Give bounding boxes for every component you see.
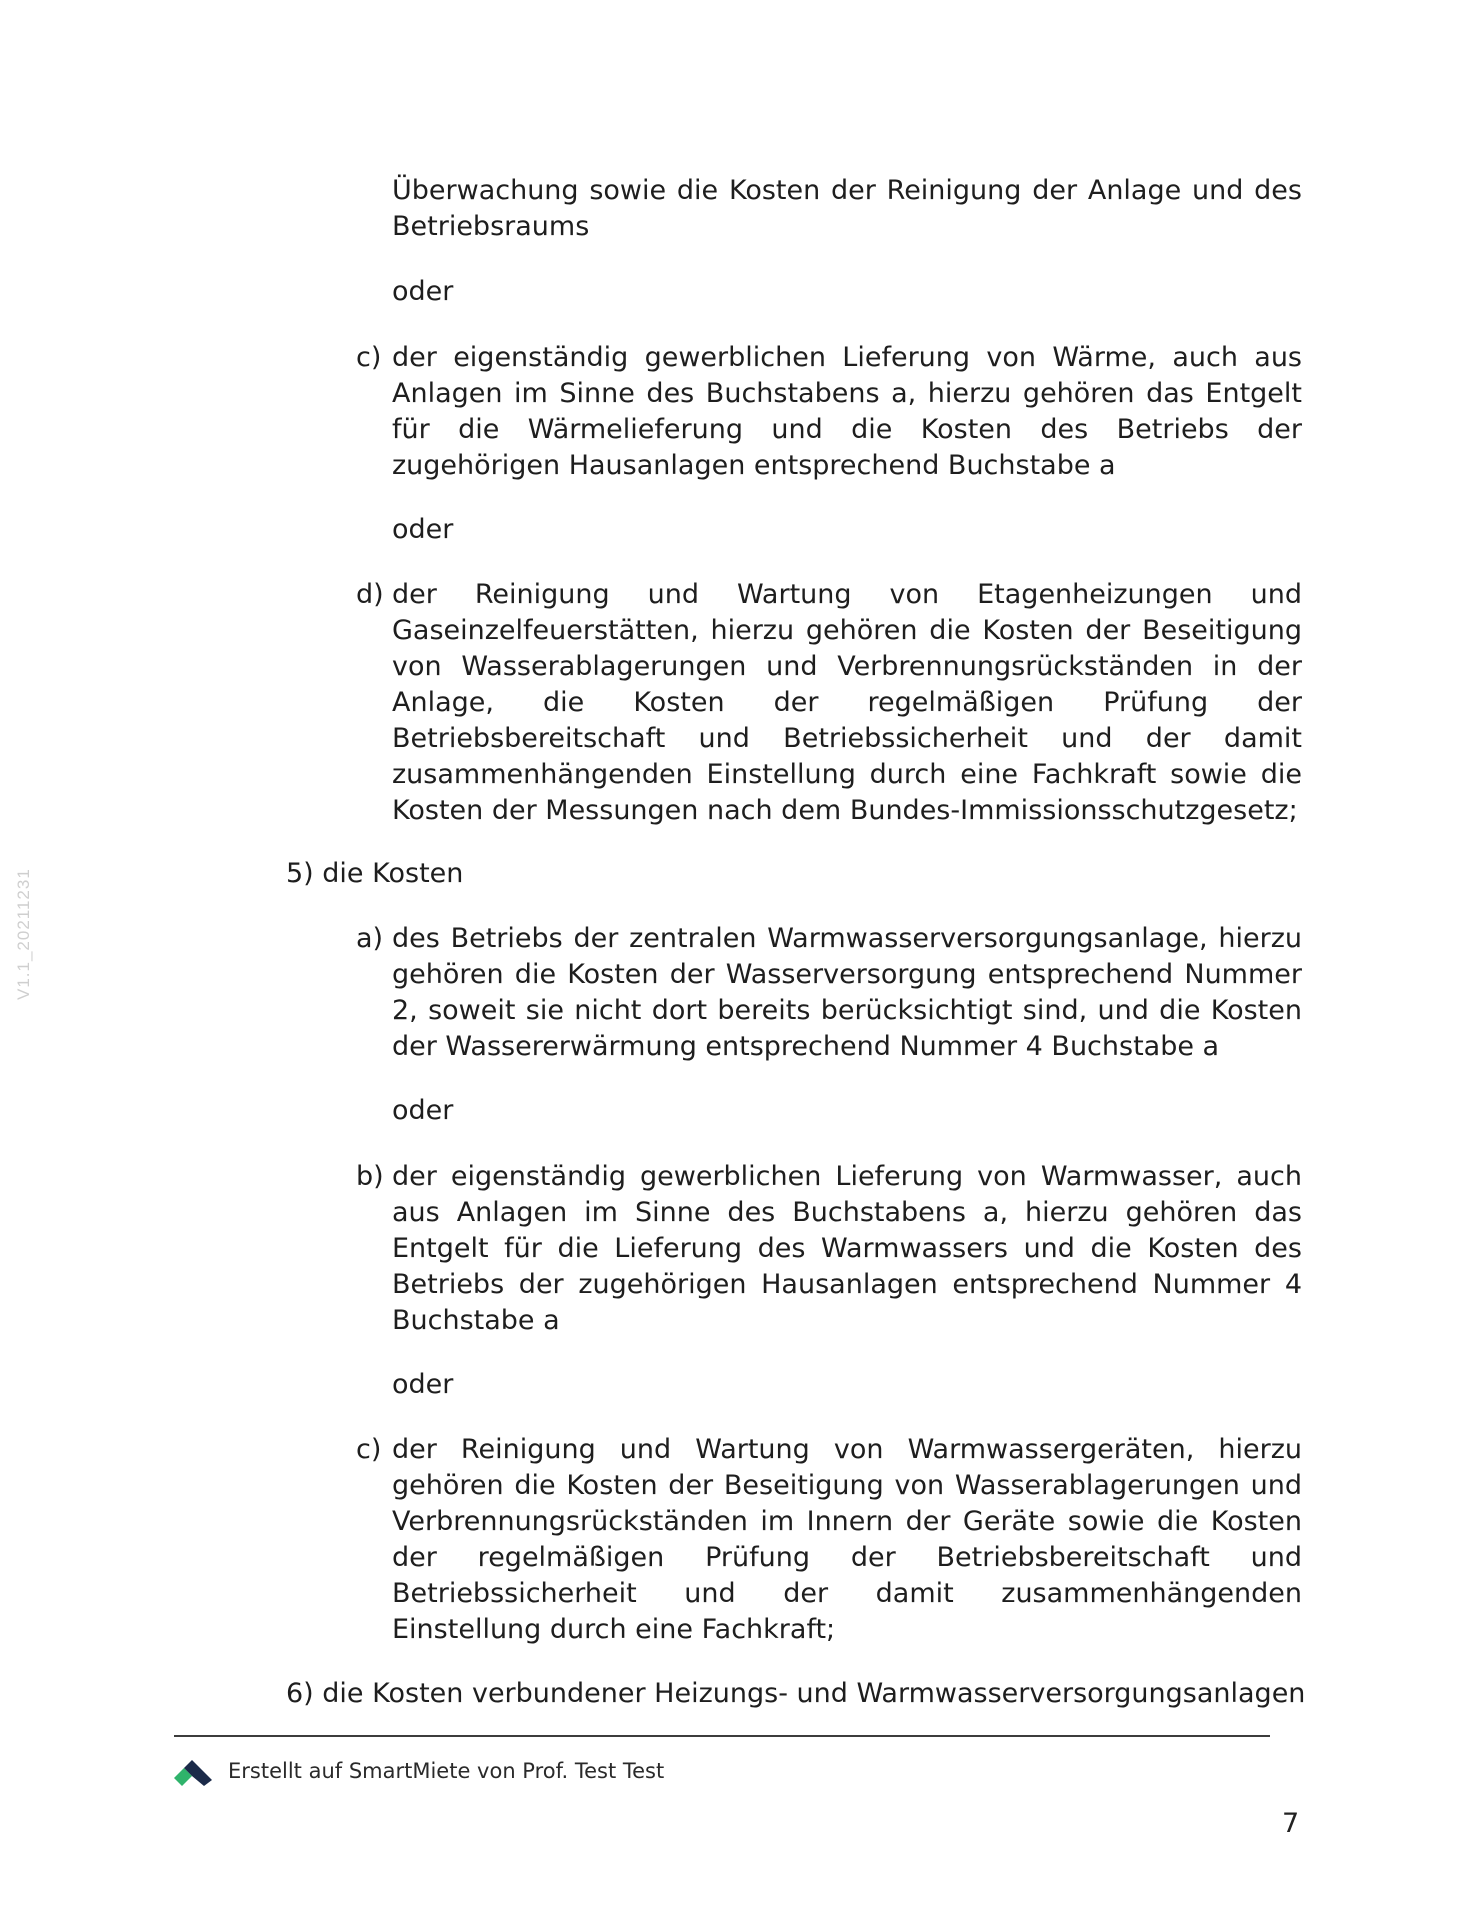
item-5-heading: 5) die Kosten [286,858,464,889]
item-b-continuation: Überwachung sowie die Kosten der Reinigung der Anlage und des Betriebsraums [392,175,1302,242]
oder-text: oder [392,1369,454,1400]
item-5b-label: b) [356,1161,384,1192]
item-5a-text: des Betriebs der zentralen Warmwasserversorgungsanlage, hierzu gehören die Kosten der Wasserversorgung entsprechend Nummer 2, soweit sie nicht dort bereits berücksichtigt sind, und die Kosten der Wassererwärmung entsprechend Nummer 4 Buchstabe a [392,923,1302,1062]
oder-text: oder [392,276,454,307]
item-5c-text: der Reinigung und Wartung von Warmwassergeräten, hierzu gehören die Kosten der Beseitigung von Wasserablagerungen und Verbrennungsrückständen im Innern der Geräte sowie die Kosten der regelmäßigen Prüfung der Betriebsbereitschaft und Betriebssicherheit und der damit zusammenhängenden Einstellung durch eine Fachkraft; [392,1434,1302,1645]
item-d-label: d) [356,579,384,610]
oder-text: oder [392,514,454,545]
item-5c-label: c) [356,1434,382,1465]
item-6-heading: 6) die Kosten verbundener Heizungs- und Warmwasserversorgungsanlagen [286,1678,1306,1709]
page-number: 7 [1282,1808,1300,1839]
footer-divider [174,1735,1270,1737]
item-c-label: c) [356,342,382,373]
item-5b-text: der eigenständig gewerblichen Lieferung von Warmwasser, auch aus Anlagen im Sinne des Buchstabens a, hierzu gehören das Entgelt für die Lieferung des Warmwassers und die Kosten des Betriebs der zugehörigen Hausanlagen entsprechend Nummer 4 Buchstabe a [392,1161,1302,1336]
item-c-text: der eigenständig gewerblichen Lieferung von Wärme, auch aus Anlagen im Sinne des Buchstabens a, hierzu gehören das Entgelt für die Wärmelieferung und die Kosten des Betriebs der zugehörigen Hausanlagen entsprechend Buchstabe a [392,342,1302,481]
footer-created-text: Erstellt auf SmartMiete von Prof. Test Test [228,1759,665,1783]
smartmiete-logo-icon [174,1760,212,1786]
version-watermark: V1.1_20211231 [14,868,33,1000]
item-d-text: der Reinigung und Wartung von Etagenheizungen und Gaseinzelfeuerstätten, hierzu gehören die Kosten der Beseitigung von Wasserablagerungen und Verbrennungsrückständen in der Anlage, die Kosten der regelmäßigen Prüfung der Betriebsbereitschaft und Betriebssicherheit und der damit zusammenhängenden Einstellung durch eine Fachkraft sowie die Kosten der Messungen nach dem Bundes-Immissionsschutzgesetz; [392,579,1302,826]
oder-text: oder [392,1095,454,1126]
item-5a-label: a) [356,923,384,954]
